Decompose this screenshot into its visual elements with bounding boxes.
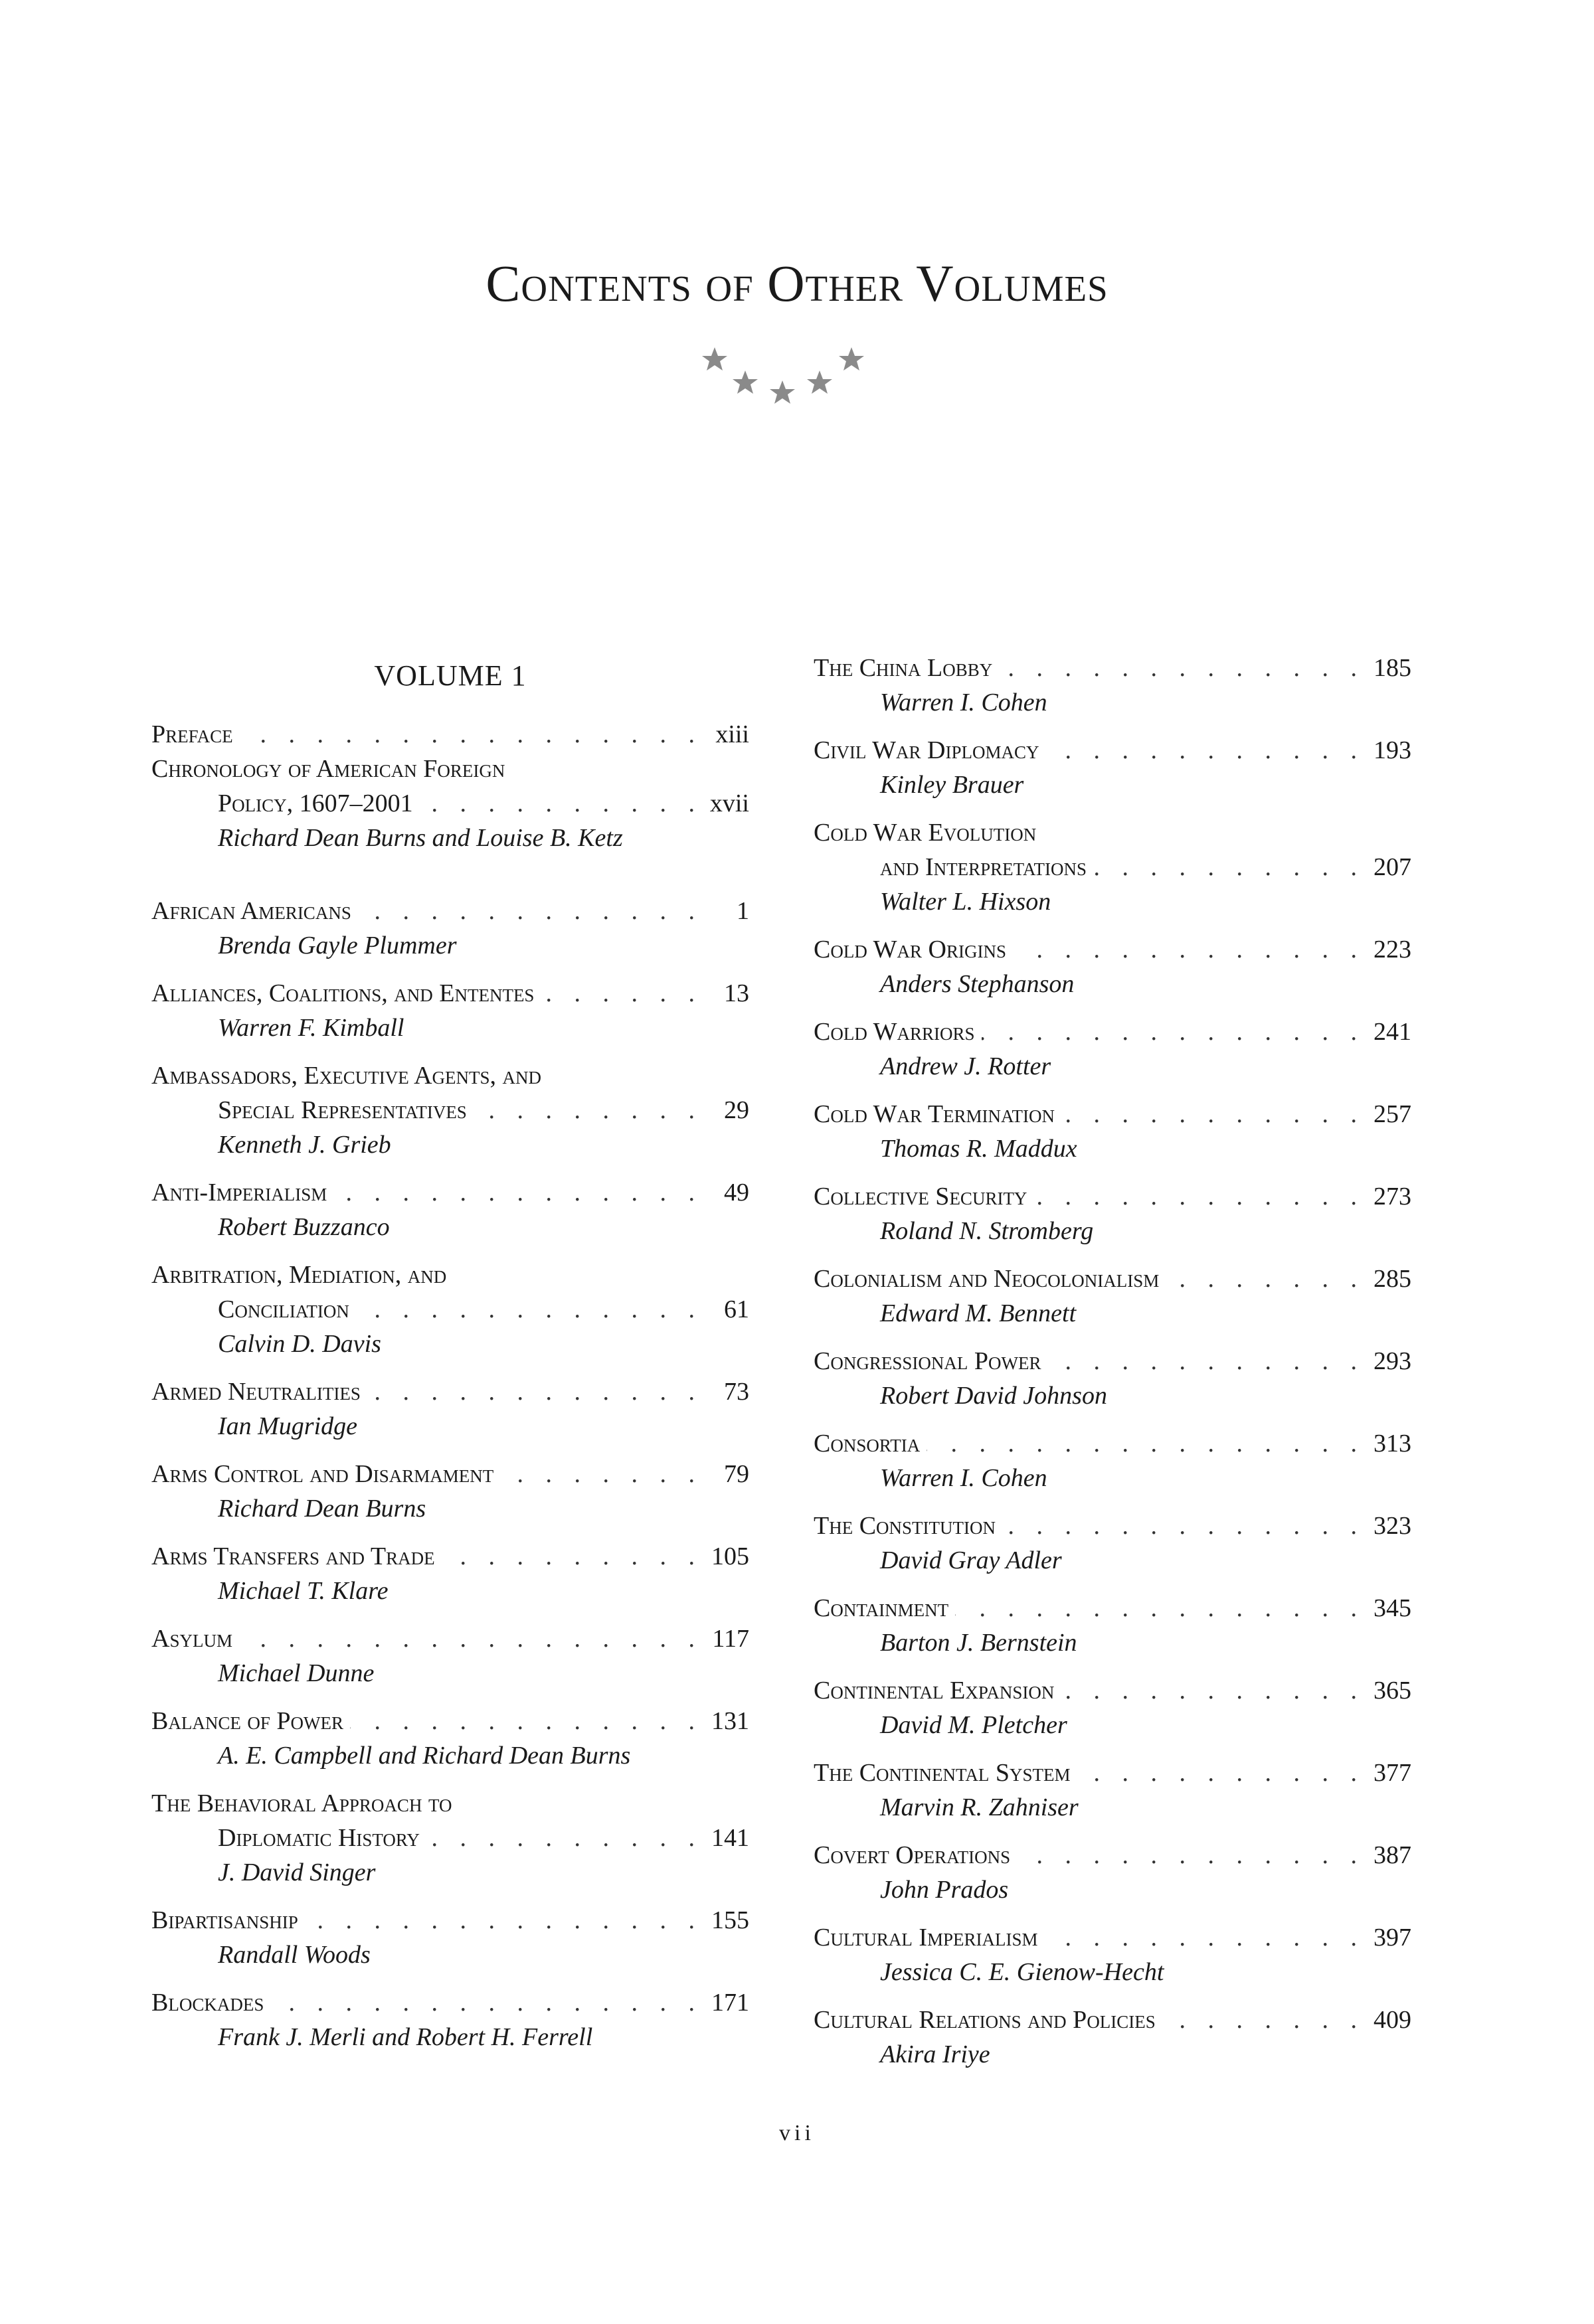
entry-author: David Gray Adler — [880, 1546, 1062, 1574]
page-title: Contents of Other Volumes — [486, 254, 1108, 312]
entry-title: Cultural Relations and Policies — [814, 2006, 1156, 2034]
entry-title-cont: Diplomatic History — [218, 1824, 420, 1852]
entry-author: Walter L. Hixson — [880, 888, 1051, 916]
entry-page: xvii — [709, 789, 749, 817]
entry-page: 29 — [724, 1096, 749, 1124]
entry-page: 207 — [1373, 853, 1411, 881]
entry-author: Randall Woods — [218, 1941, 371, 1969]
entry-title: Preface — [151, 720, 233, 748]
toc-entry[interactable] — [151, 1258, 749, 1361]
entry-page: 105 — [711, 1542, 749, 1570]
entry-page: 241 — [1373, 1018, 1411, 1046]
entry-page: 257 — [1373, 1100, 1411, 1128]
entry-page: 131 — [711, 1707, 749, 1735]
entry-author: Warren I. Cohen — [880, 689, 1047, 716]
entry-title: Ambassadors, Executive Agents, and — [151, 1062, 542, 1090]
entry-page: 223 — [1373, 936, 1411, 963]
entry-page: 49 — [724, 1179, 749, 1206]
entry-page: 13 — [724, 979, 749, 1007]
toc-entry[interactable] — [151, 1786, 749, 1890]
entry-page: 377 — [1373, 1759, 1411, 1787]
star-icon — [733, 371, 758, 394]
entry-title-cont: and Interpretations — [880, 853, 1087, 881]
entry-title: Armed Neutralities — [151, 1378, 361, 1406]
toc-entry[interactable] — [151, 1175, 749, 1244]
entry-author: J. David Singer — [218, 1859, 376, 1886]
entry-author: Calvin D. Davis — [218, 1330, 381, 1358]
toc-entry[interactable] — [151, 1704, 749, 1773]
entry-author: Ian Mugridge — [218, 1412, 358, 1440]
entry-author: Frank J. Merli and Robert H. Ferrell — [218, 2023, 593, 2051]
toc-entry[interactable] — [814, 1591, 1411, 1660]
toc-entry[interactable] — [151, 1374, 749, 1444]
toc-entry[interactable] — [151, 894, 749, 963]
entry-author: A. E. Campbell and Richard Dean Burns — [218, 1742, 631, 1770]
entry-title: Consortia — [814, 1430, 921, 1457]
entry-title: Arbitration, Mediation, and — [151, 1261, 447, 1289]
entry-author: Brenda Gayle Plummer — [218, 932, 457, 959]
toc-entry[interactable] — [151, 1457, 749, 1526]
entry-title: Cold War Termination — [814, 1100, 1055, 1128]
entry-title: Containment — [814, 1594, 949, 1622]
entry-author: Roland N. Stromberg — [880, 1217, 1094, 1245]
toc-entry[interactable] — [151, 1621, 749, 1691]
toc-entry[interactable] — [151, 1985, 749, 2054]
entry-page: 171 — [711, 1989, 749, 2017]
entry-page: 365 — [1373, 1677, 1411, 1704]
entry-page: 313 — [1373, 1430, 1411, 1457]
entry-author: John Prados — [880, 1876, 1009, 1904]
entry-title-cont: Policy, 1607–2001 — [218, 789, 413, 817]
entry-author: Anders Stephanson — [880, 970, 1075, 998]
entry-author: Kinley Brauer — [880, 771, 1024, 799]
entry-title: Chronology of American Foreign — [151, 755, 505, 783]
entry-title: Arms Control and Disarmament — [151, 1460, 494, 1488]
page-number-footer: vii — [779, 2121, 815, 2145]
entry-author: Michael Dunne — [218, 1659, 375, 1687]
toc-entry[interactable] — [814, 1673, 1411, 1742]
entry-title: Alliances, Coalitions, and Ententes — [151, 979, 535, 1007]
toc-entry[interactable] — [814, 733, 1411, 802]
entry-title-cont: Conciliation — [218, 1295, 349, 1323]
toc-entry[interactable] — [814, 1097, 1411, 1166]
entry-title: The China Lobby — [814, 654, 993, 682]
entry-title: Blockades — [151, 1989, 264, 2017]
entry-author: Edward M. Bennett — [880, 1299, 1077, 1327]
toc-entry[interactable] — [814, 1015, 1411, 1084]
entry-title: Civil War Diplomacy — [814, 736, 1039, 764]
toc-entry[interactable] — [814, 815, 1411, 919]
entry-author: Michael T. Klare — [218, 1577, 389, 1605]
entry-page: 117 — [712, 1625, 749, 1653]
entry-page: 409 — [1373, 2006, 1411, 2034]
toc-entry[interactable] — [814, 932, 1411, 1001]
toc-entry-chronology[interactable] — [151, 752, 749, 855]
entry-title: Continental Expansion — [814, 1677, 1055, 1704]
volume-heading: VOLUME 1 — [374, 659, 527, 692]
entry-title: Cultural Imperialism — [814, 1924, 1038, 1951]
entry-title: Asylum — [151, 1625, 232, 1653]
entry-author: Andrew J. Rotter — [880, 1052, 1051, 1080]
star-ornament — [691, 344, 877, 410]
entry-page: xiii — [715, 720, 749, 748]
toc-entry[interactable] — [151, 1058, 749, 1162]
entry-author: Barton J. Bernstein — [880, 1629, 1077, 1657]
entry-author: Warren F. Kimball — [218, 1014, 404, 1042]
entry-title: The Behavioral Approach to — [151, 1789, 452, 1817]
entry-page: 141 — [711, 1824, 749, 1852]
star-icon — [839, 347, 864, 371]
toc-entry[interactable] — [814, 651, 1411, 720]
entry-title: African Americans — [151, 897, 351, 925]
entry-author: Warren I. Cohen — [880, 1464, 1047, 1492]
toc-entry[interactable] — [814, 1838, 1411, 1907]
entry-page: 293 — [1373, 1347, 1411, 1375]
entry-page: 61 — [724, 1295, 749, 1323]
contents-column-right — [814, 651, 1411, 2072]
entry-page: 73 — [724, 1378, 749, 1406]
entry-page: 345 — [1373, 1594, 1411, 1622]
entry-title: Congressional Power — [814, 1347, 1041, 1375]
star-icon — [807, 371, 832, 394]
entry-title: Cold Warriors — [814, 1018, 975, 1046]
entry-author: Richard Dean Burns — [218, 1495, 426, 1523]
contents-column-left — [151, 651, 749, 2054]
entry-author: Akira Iriye — [880, 2040, 990, 2068]
entry-page: 155 — [711, 1906, 749, 1934]
entry-title: Cold War Evolution — [814, 819, 1037, 847]
entry-title: Covert Operations — [814, 1841, 1011, 1869]
entry-author: Jessica C. E. Gienow-Hecht — [880, 1958, 1164, 1986]
entry-page: 285 — [1373, 1265, 1411, 1293]
toc-entry[interactable] — [814, 2003, 1411, 2072]
entry-author: Robert Buzzanco — [218, 1213, 390, 1241]
star-icon — [702, 347, 727, 371]
entry-page: 185 — [1373, 654, 1411, 682]
toc-entry[interactable] — [814, 1344, 1411, 1413]
toc-entry[interactable] — [814, 1426, 1411, 1495]
toc-entry[interactable] — [814, 1920, 1411, 1989]
toc-entry[interactable] — [151, 1539, 749, 1608]
entry-page: 323 — [1373, 1512, 1411, 1540]
toc-entry[interactable] — [814, 1756, 1411, 1825]
entry-author: David M. Pletcher — [880, 1711, 1067, 1739]
toc-entry[interactable] — [814, 1509, 1411, 1578]
entry-page: 79 — [724, 1460, 749, 1488]
toc-entry-preface[interactable] — [151, 717, 749, 752]
entry-page: 1 — [737, 897, 749, 925]
entry-title: Cold War Origins — [814, 936, 1006, 963]
entry-title: Bipartisanship — [151, 1906, 298, 1934]
entry-title: Arms Transfers and Trade — [151, 1542, 435, 1570]
entry-author: Robert David Johnson — [880, 1382, 1107, 1410]
entry-title: Anti-Imperialism — [151, 1179, 327, 1206]
entry-title: Collective Security — [814, 1183, 1027, 1210]
toc-entry[interactable] — [814, 1179, 1411, 1248]
toc-entry[interactable] — [814, 1262, 1411, 1331]
entry-title: Balance of Power — [151, 1707, 343, 1735]
entry-author: Kenneth J. Grieb — [218, 1131, 391, 1159]
entry-title: The Constitution — [814, 1512, 996, 1540]
entry-page: 273 — [1373, 1183, 1411, 1210]
star-icon — [770, 380, 795, 404]
entry-page: 193 — [1373, 736, 1411, 764]
entry-author: Thomas R. Maddux — [880, 1135, 1077, 1163]
toc-entry[interactable] — [151, 976, 749, 1045]
entry-author: Marvin R. Zahniser — [880, 1793, 1079, 1821]
toc-entry[interactable] — [151, 1903, 749, 1972]
entry-title: The Continental System — [814, 1759, 1071, 1787]
entry-page: 397 — [1373, 1924, 1411, 1951]
entry-title: Colonialism and Neocolonialism — [814, 1265, 1160, 1293]
entry-page: 387 — [1373, 1841, 1411, 1869]
entry-author: Richard Dean Burns and Louise B. Ketz — [218, 824, 623, 852]
entry-title-cont: Special Representatives — [218, 1096, 467, 1124]
